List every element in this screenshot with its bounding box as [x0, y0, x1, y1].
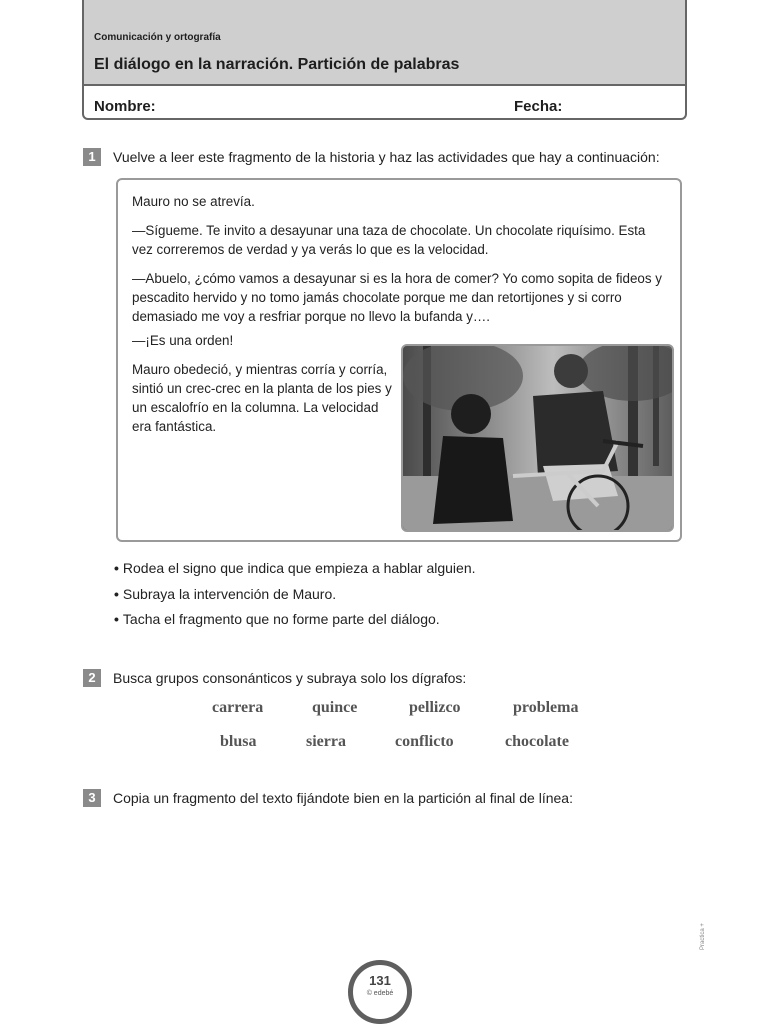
exercise-3-instruction: Copia un fragmento del texto fijándote bien en la partición al final de línea: [113, 790, 573, 806]
worksheet-title: El diálogo en la narración. Partición de palabras [94, 56, 460, 73]
story-paragraph: —Abuelo, ¿cómo vamos a desayunar si es la hora de comer? Yo como sopita de fideos y pescadito hervido y no tomo jamás chocolate porque me dan retortijones y si corro demasiado me voy a resfriar porque no llevo la bufanda y…. [132, 271, 662, 324]
word-item: blusa [220, 733, 257, 750]
grandfather-child-bicycle-photo [401, 344, 674, 532]
story-paragraph: Mauro obedeció, y mientras corría y corría, sintió un crec-crec en la planta de los pies y un escalofrío en la columna. La velocidad era fantástica. [132, 362, 392, 434]
word-item: sierra [306, 733, 346, 750]
worksheet-header [82, 0, 687, 120]
subject-label: Comunicación y ortografía [94, 32, 221, 43]
word-item: carrera [212, 699, 264, 716]
exercise-2-number: 2 [83, 669, 101, 687]
page-number: 131 [369, 973, 391, 988]
side-note: Practica + [700, 923, 706, 950]
exercise-2-instruction: Busca grupos consonánticos y subraya solo los dígrafos: [113, 670, 467, 686]
publisher-mark: © edebé [366, 990, 394, 997]
exercise-1-number: 1 [83, 148, 101, 166]
instruction-bullet: • Tacha el fragmento que no forme parte del diálogo. [114, 611, 440, 627]
word-item: problema [513, 699, 579, 716]
exercise-3-number: 3 [83, 789, 101, 807]
word-item: quince [312, 699, 358, 716]
story-paragraph: Mauro no se atrevía. [132, 194, 255, 209]
name-field-label: Nombre: [94, 98, 156, 115]
story-paragraph: —¡Es una orden! [132, 333, 234, 348]
page-number-badge [348, 960, 412, 1024]
word-item: chocolate [505, 733, 569, 750]
word-item: conflicto [395, 733, 454, 750]
date-field-label: Fecha: [514, 98, 563, 115]
instruction-bullet: • Subraya la intervención de Mauro. [114, 586, 337, 602]
exercise-1-instruction: Vuelve a leer este fragmento de la historia y haz las actividades que hay a continuación: [113, 149, 660, 165]
story-paragraph: —Sígueme. Te invito a desayunar una taza de chocolate. Un chocolate riquísimo. Esta vez correremos de verdad y ya verás lo que es la velocidad. [132, 223, 646, 257]
story-excerpt-box [116, 178, 682, 542]
instruction-bullet: • Rodea el signo que indica que empieza a hablar alguien. [114, 560, 476, 576]
word-item: pellizco [409, 699, 461, 716]
